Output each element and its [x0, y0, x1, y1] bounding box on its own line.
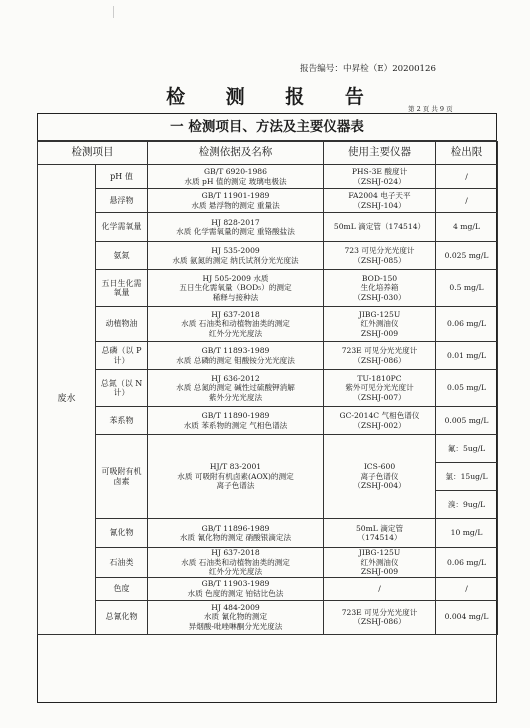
method-line: HJ 637-2018: [211, 309, 260, 319]
table-row: [38, 342, 498, 370]
instrument-cell: [324, 548, 436, 578]
instrument-line: 红外测油仪: [360, 557, 399, 567]
instrument-cell: [324, 519, 436, 548]
table-row: [38, 548, 498, 578]
instrument-cell: [324, 242, 436, 270]
instrument-cell: [324, 342, 436, 370]
instrument-line: （ZSHJ-007）: [353, 392, 406, 402]
method-cell: [148, 370, 324, 407]
method-cell: [148, 600, 324, 634]
detection-limit: 氯：15ug/L: [436, 463, 498, 491]
detection-limit: 0.06 mg/L: [436, 548, 498, 578]
instrument-line: （ZSHJ-085）: [353, 255, 406, 265]
detection-limit: 0.5 mg/L: [436, 270, 498, 307]
item-name: 动植物油: [96, 307, 148, 342]
detection-limit: /: [436, 165, 498, 189]
detection-limit: 0.005 mg/L: [436, 407, 498, 435]
item-name: 氰化物: [96, 519, 148, 548]
table-row: [38, 165, 498, 189]
detection-limit: 0.05 mg/L: [436, 370, 498, 407]
instrument-cell: [324, 407, 436, 435]
method-line: 水质 石油类和动植物油类的测定: [181, 319, 290, 329]
item-name: 五日生化需氧量: [96, 270, 148, 307]
instrument-cell: [324, 600, 436, 634]
method-cell: [148, 242, 324, 270]
instrument-line: （ZSHJ-024）: [353, 176, 406, 186]
method-line: HJ 535-2009: [211, 246, 260, 255]
method-line: 水质 pH 值的测定 玻璃电极法: [184, 176, 287, 186]
instrument-line: （ZSHJ-104）: [353, 200, 406, 210]
instrument-line: （ZSHJ-086）: [353, 355, 406, 365]
table-row: [38, 213, 498, 242]
instrument-line: PHS-3E 酸度计: [351, 167, 408, 176]
detection-limit: 10 mg/L: [436, 519, 498, 548]
detection-limit: 0.025 mg/L: [436, 242, 498, 270]
method-line: 稀释与接种法: [212, 292, 259, 302]
method-line: GB/T 11896-1989: [201, 523, 270, 533]
method-line: 水质 悬浮物的测定 重量法: [191, 200, 280, 210]
instrument-line: FA2004 电子天平: [348, 191, 411, 200]
instrument-cell: [324, 577, 436, 600]
method-cell: [148, 548, 324, 578]
report-number: 报告编号：中昇检（E）20200126: [300, 64, 436, 74]
method-cell: [148, 307, 324, 342]
method-cell: [148, 407, 324, 435]
instrument-line: JIBG-125U: [358, 309, 401, 319]
table-row: [38, 435, 498, 463]
item-name: 悬浮物: [96, 189, 148, 213]
instrument-line: （174514）: [357, 533, 402, 542]
method-line: 红外分光光度法: [208, 567, 263, 576]
instrument-line: BOD-150: [361, 273, 398, 283]
item-name: 石油类: [96, 548, 148, 578]
method-cell: [148, 213, 324, 242]
method-line: 异烟酸-吡唑啉酮分光光度法: [188, 621, 283, 631]
scan-mark: [113, 6, 114, 18]
instrument-line: 红外测油仪: [360, 319, 399, 329]
instrument-line: /: [378, 583, 381, 593]
method-line: 水质 石油类和动植物油类的测定: [181, 557, 290, 567]
method-line: 水质 色度的测定 铂钴比色法: [187, 588, 284, 598]
method-line: HJ 484-2009: [211, 602, 260, 612]
item-name: 总氰化物: [96, 600, 148, 634]
item-name: 总氮（以 N 计）: [96, 370, 148, 407]
instrument-line: （ZSHJ-086）: [353, 617, 406, 626]
method-line: GB/T 11890-1989: [201, 411, 270, 420]
detection-limit: /: [436, 577, 498, 600]
method-line: GB/T 6920-1986: [204, 167, 267, 176]
method-line: 水质 总磷的测定 钼酸铵分光光度法: [176, 355, 295, 365]
method-line: 水质 氨氮的测定 纳氏试剂分光光度法: [172, 255, 299, 265]
instrument-line: ICS-600: [363, 462, 396, 472]
item-name: 可吸附有机卤素: [96, 435, 148, 519]
table-row: [38, 270, 498, 307]
detection-limit: 溴：9ug/L: [436, 491, 498, 519]
table-row: [38, 307, 498, 342]
detection-limit: 4 mg/L: [436, 213, 498, 242]
table-row: [38, 370, 498, 407]
method-line: 水质 可吸附有机卤素(AOX)的测定: [177, 471, 294, 481]
column-header: 检测依据及名称: [148, 142, 324, 165]
section-title: 一 检测项目、方法及主要仪器表: [37, 113, 497, 141]
instrument-line: （ZSHJ-004）: [353, 481, 406, 491]
category-cell: 废水: [38, 165, 96, 635]
instrument-line: 50mL 滴定管: [355, 523, 404, 533]
method-line: HJ 636-2012: [211, 373, 260, 383]
instrument-line: 723E 可见分光光度计: [341, 607, 418, 617]
item-name: 苯系物: [96, 407, 148, 435]
instrument-line: GC-2014C 气相色谱仪: [339, 411, 420, 420]
item-name: 氨氮: [96, 242, 148, 270]
item-name: 色度: [96, 577, 148, 600]
method-line: 红外分光光度法: [208, 328, 263, 338]
table-header-row: [38, 142, 498, 165]
item-name: 总磷（以 P 计）: [96, 342, 148, 370]
table-row: [38, 407, 498, 435]
table-row: [38, 242, 498, 270]
method-line: HJ 637-2018: [211, 548, 260, 557]
instrument-line: ZSHJ-009: [360, 567, 399, 576]
method-line: 水质 总氮的测定 碱性过硫酸钾消解: [176, 383, 295, 393]
instrument-line: （ZSHJ-002）: [353, 420, 406, 430]
detection-limit: 0.01 mg/L: [436, 342, 498, 370]
method-cell: [148, 270, 324, 307]
instrument-line: （ZSHJ-030）: [353, 292, 406, 302]
methods-table: [37, 141, 498, 635]
method-line: 水质 化学需氧量的测定 重铬酸盐法: [176, 227, 295, 236]
table-row: [38, 577, 498, 600]
table-row: [38, 600, 498, 634]
instrument-line: 离子色谱仪: [360, 471, 399, 481]
method-line: 离子色谱法: [216, 481, 255, 491]
method-line: 紫外分光光度法: [208, 392, 263, 402]
instrument-line: 723E 可见分光光度计: [341, 346, 418, 355]
instrument-line: JIBG-125U: [358, 548, 401, 557]
instrument-cell: [324, 435, 436, 519]
instrument-cell: [324, 307, 436, 342]
page-number: 第 2 页 共 9 页: [408, 105, 453, 113]
method-line: GB/T 11903-1989: [201, 579, 270, 588]
instrument-line: 723 可见分光光度计: [344, 246, 415, 255]
instrument-cell: [324, 213, 436, 242]
instrument-cell: [324, 270, 436, 307]
column-header: 检出限: [436, 142, 498, 165]
table-row: [38, 519, 498, 548]
instrument-line: ZSHJ-009: [360, 328, 399, 338]
method-line: GB/T 11893-1989: [201, 346, 270, 355]
item-name: pH 值: [96, 165, 148, 189]
method-cell: [148, 435, 324, 519]
method-cell: [148, 189, 324, 213]
instrument-line: 50mL 滴定管（174514）: [333, 222, 426, 232]
page-title: 检 测 报 告: [166, 86, 381, 108]
table-row: [38, 189, 498, 213]
detection-limit: 0.06 mg/L: [436, 307, 498, 342]
method-cell: [148, 577, 324, 600]
method-line: 水质 氰化物的测定: [203, 612, 268, 622]
column-header: 检测项目: [38, 142, 148, 165]
method-line: GB/T 11901-1989: [201, 191, 270, 200]
detection-limit: /: [436, 189, 498, 213]
column-header: 使用主要仪器: [324, 142, 436, 165]
method-cell: [148, 519, 324, 548]
method-line: 水质 氰化物的测定 硝酸银滴定法: [179, 533, 292, 542]
item-name: 化学需氧量: [96, 213, 148, 242]
method-line: 五日生化需氧量（BOD₅）的测定: [179, 283, 292, 293]
method-line: 水质 苯系物的测定 气相色谱法: [183, 420, 288, 430]
instrument-cell: [324, 370, 436, 407]
instrument-line: TU-1810PC: [357, 373, 402, 383]
instrument-cell: [324, 165, 436, 189]
method-cell: [148, 165, 324, 189]
instrument-line: 生化培养箱: [360, 283, 399, 293]
detection-limit: 氟：5ug/L: [436, 435, 498, 463]
instrument-line: 紫外可见分光光度计: [345, 383, 414, 393]
method-line: HJ/T 83-2001: [209, 462, 262, 472]
method-line: HJ 828-2017: [211, 217, 260, 227]
detection-limit: 0.004 mg/L: [436, 600, 498, 634]
instrument-cell: [324, 189, 436, 213]
method-cell: [148, 342, 324, 370]
method-line: HJ 505-2009 水质: [202, 273, 269, 283]
